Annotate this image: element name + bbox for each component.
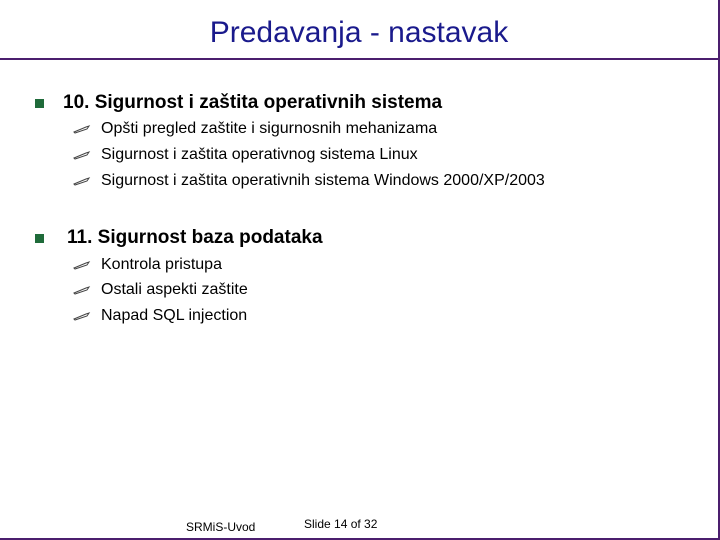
section-heading-text: 11. Sigurnost baza podataka: [67, 227, 323, 248]
footer-slide-number: Slide 14 of 32: [304, 517, 378, 531]
pen-bullet-icon: [73, 285, 91, 295]
section-heading-text: 10. Sigurnost i zaštita operativnih sistema: [63, 92, 443, 113]
list-item: [73, 120, 437, 138]
section-heading-1: [35, 92, 442, 114]
pen-bullet-icon: [73, 176, 91, 186]
list-item-text: Ostali aspekti zaštite: [101, 281, 248, 298]
list-item: [73, 146, 418, 164]
list-item: [73, 307, 247, 325]
slide-title: Predavanja - nastavak: [209, 16, 509, 49]
pen-bullet-icon: [73, 260, 91, 270]
list-item-text: Sigurnost i zaštita operativnog sistema Linux: [101, 146, 418, 163]
list-item-text: Opšti pregled zaštite i sigurnosnih mehanizama: [101, 120, 438, 137]
list-item: [73, 281, 248, 299]
footer-course: SRMiS-Uvod: [186, 520, 256, 534]
square-bullet-icon: [35, 99, 44, 108]
list-item: [73, 172, 545, 190]
list-item-text: Sigurnost i zaštita operativnih sistema Windows 2000/XP/2003: [101, 172, 545, 189]
pen-bullet-icon: [73, 124, 91, 134]
section-heading-2: [35, 227, 323, 249]
list-item-text: Napad SQL injection: [101, 307, 248, 324]
list-item-text: Kontrola pristupa: [101, 256, 222, 273]
pen-bullet-icon: [73, 311, 91, 321]
list-item: [73, 256, 222, 274]
title-bar: [0, 0, 718, 60]
pen-bullet-icon: [73, 150, 91, 160]
square-bullet-icon: [35, 234, 44, 243]
